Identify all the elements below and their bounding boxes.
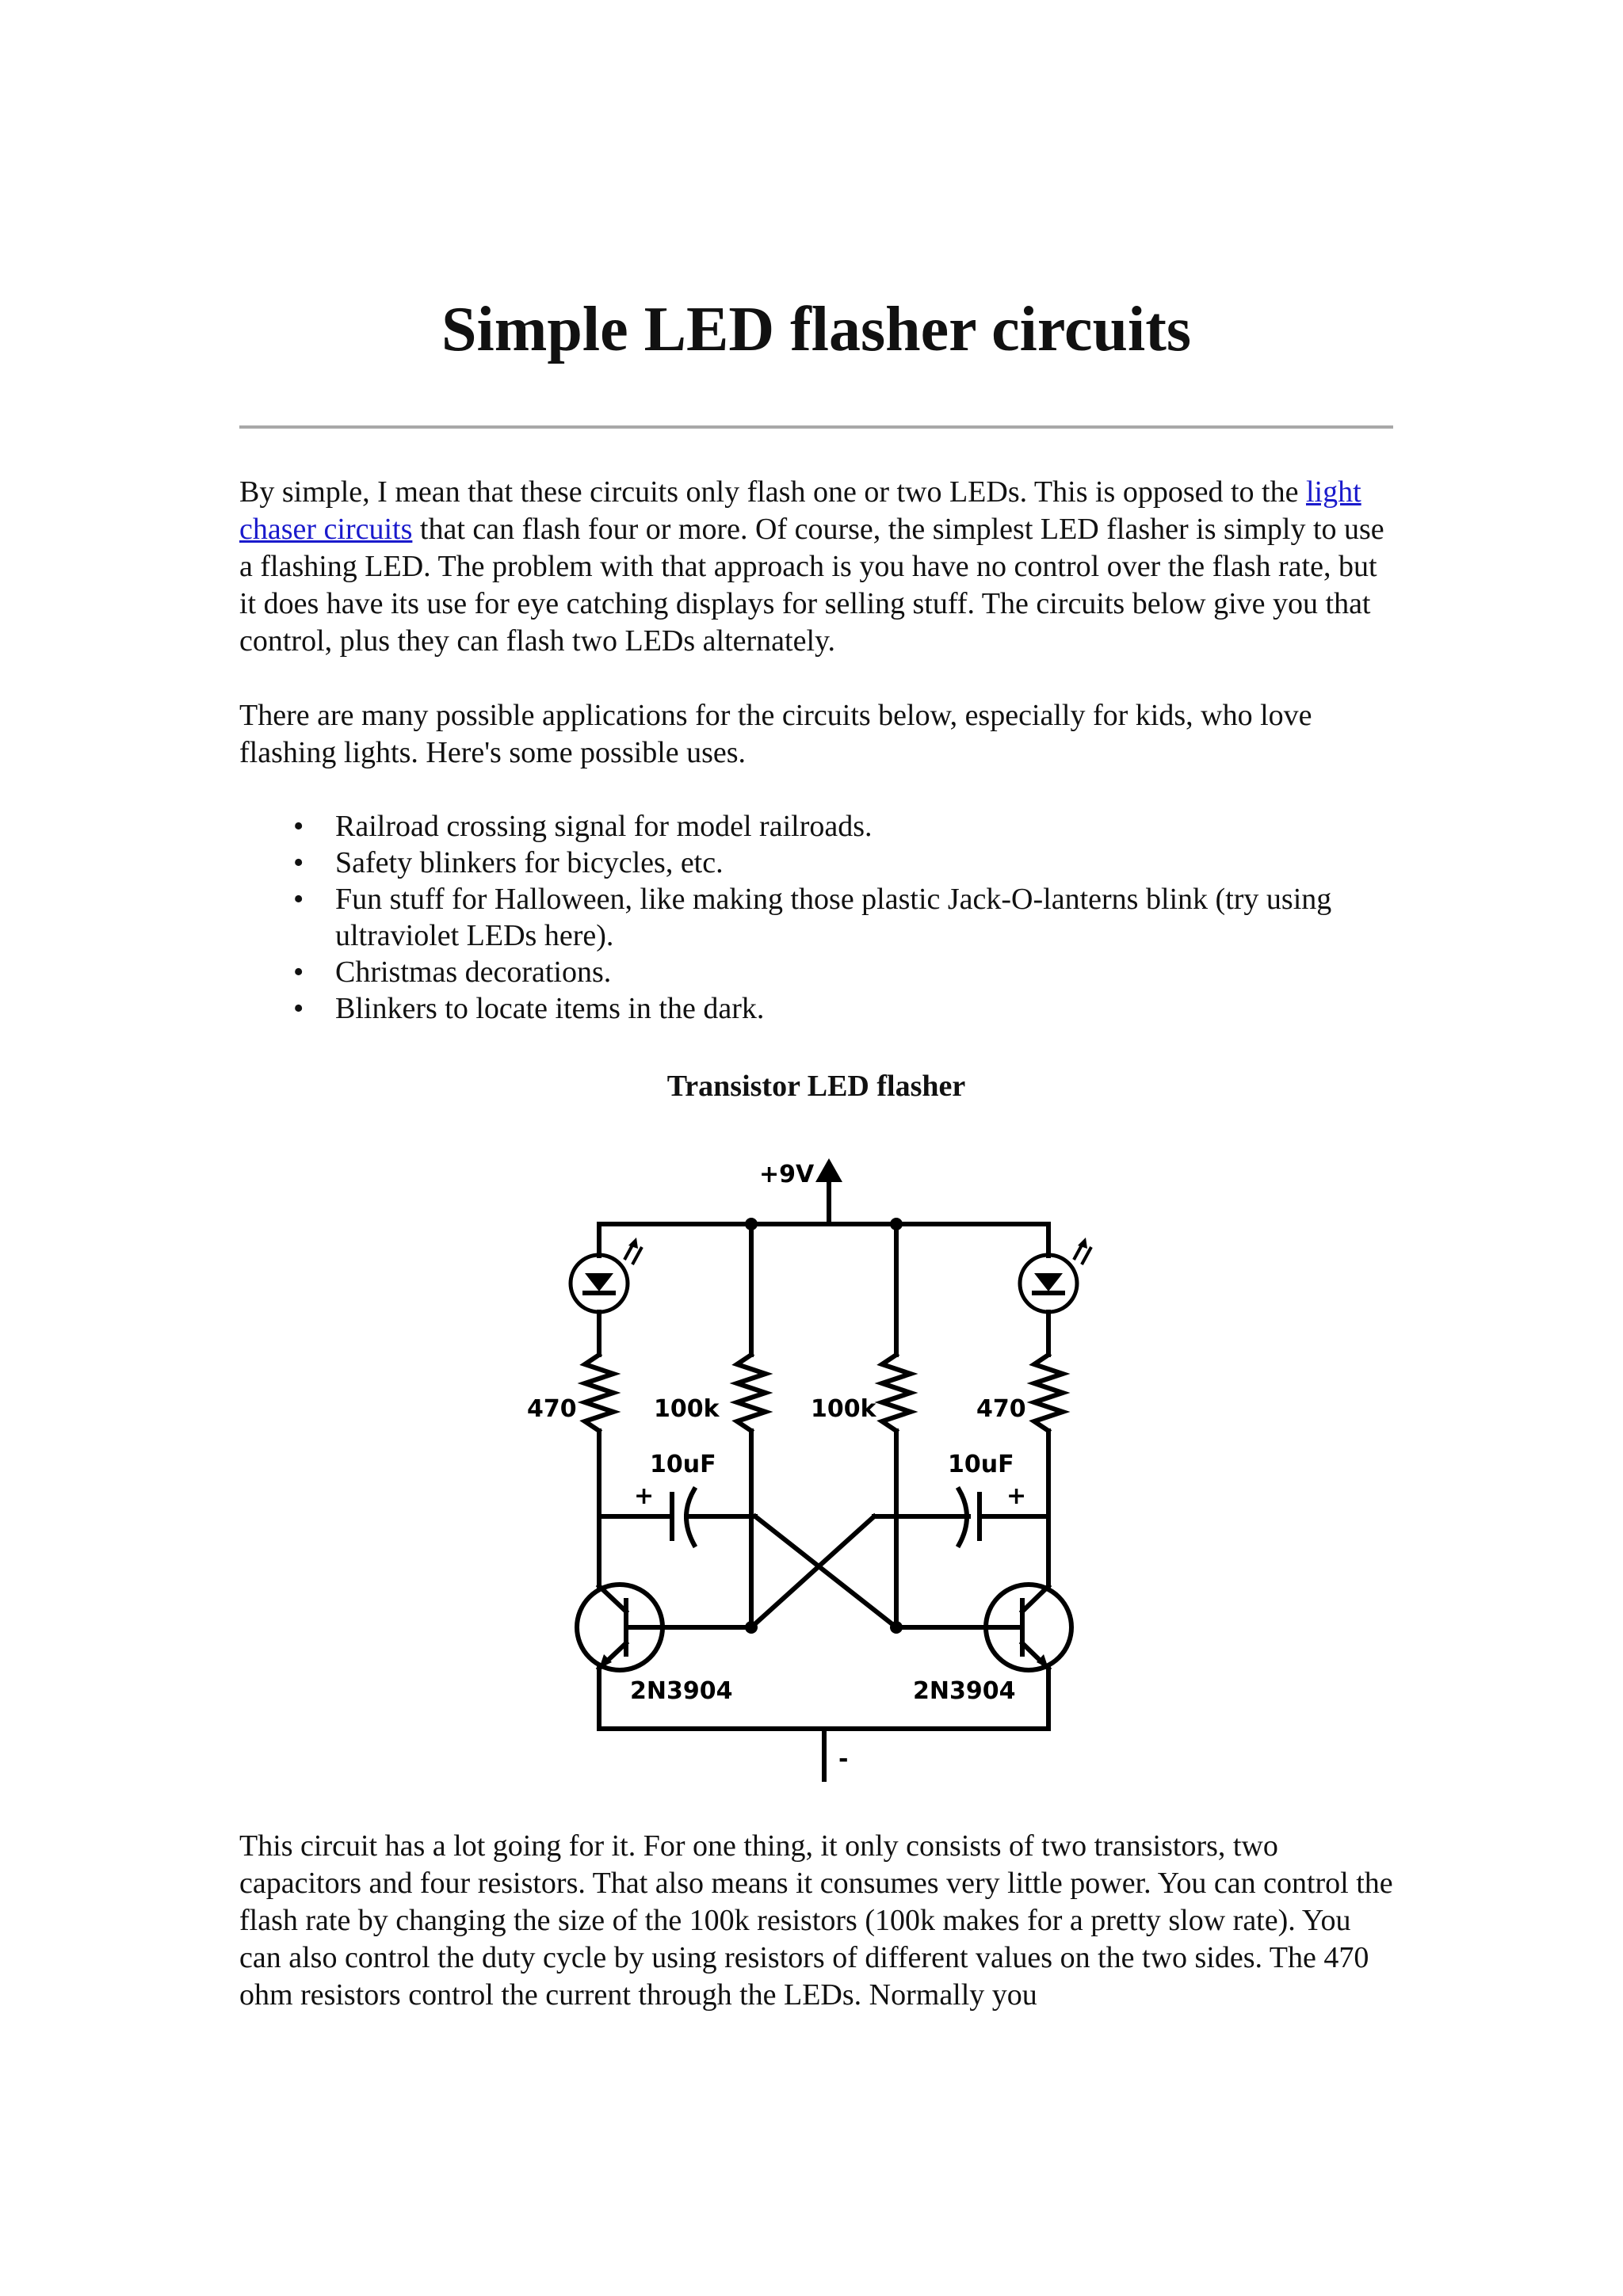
bullet-icon: • [293, 992, 304, 1025]
light-chaser-circuits-link[interactable]: light chaser circuits [239, 475, 1361, 546]
schematic-caption: Transistor LED flasher [666, 1070, 966, 1103]
capacitor-left-label: 10uF [650, 1451, 716, 1478]
transistor-right-label: 2N3904 [913, 1677, 1016, 1705]
intro-text-after-link: that can flash four or more. Of course, the simplest LED flasher is simply to use a flashing LED. The problem with that approach is you have no control over the flash rate, but it does have its use for eye catching displays for selling stuff. The circuits below give you that control, plus they can flash two LEDs alternately. [239, 513, 1384, 658]
page-title: Simple LED flasher circuits [441, 295, 1191, 364]
list-item-text: Christmas decorations. [335, 955, 612, 989]
list-item [293, 845, 1393, 881]
bullet-icon: • [293, 810, 304, 843]
list-item [293, 990, 1393, 1027]
horizontal-rule [239, 425, 1393, 429]
list-item-text: Safety blinkers for bicycles, etc. [335, 846, 724, 879]
list-item [293, 954, 1393, 990]
base-resistor-right-label: 100k [811, 1395, 876, 1423]
intro-text-before-link: By simple, I mean that these circuits only flash one or two LEDs. This is opposed to the [239, 475, 1306, 509]
list-item-text: Fun stuff for Halloween, like making those plastic Jack-O-lanterns blink (try using ultraviolet LEDs here). [335, 883, 1332, 952]
bullet-icon: • [293, 883, 304, 916]
base-resistor-left-label: 100k [654, 1395, 720, 1423]
intro-paragraph [239, 474, 1393, 660]
list-item [293, 808, 1393, 845]
supply-label: +9V [759, 1161, 815, 1188]
led-resistor-right-label: 470 [976, 1395, 1026, 1423]
capacitor-right-polarity: + [1006, 1482, 1027, 1510]
ground-label: - [838, 1745, 849, 1773]
applications-paragraph: There are many possible applications for the circuits below, especially for kids, who love flashing lights. Here's some possible uses. [239, 699, 1312, 769]
list-item [293, 881, 1393, 954]
bullet-icon: • [293, 846, 304, 879]
uses-list [239, 808, 1393, 1027]
bullet-icon: • [293, 955, 304, 989]
list-item-text: Railroad crossing signal for model railroads. [335, 810, 873, 843]
capacitor-left-polarity: + [634, 1482, 655, 1510]
list-item-text: Blinkers to locate items in the dark. [335, 992, 765, 1025]
led-resistor-left-label: 470 [527, 1395, 577, 1423]
document-page [239, 0, 1393, 2296]
transistor-left-label: 2N3904 [630, 1677, 733, 1705]
capacitor-right-label: 10uF [948, 1451, 1014, 1478]
description-paragraph: This circuit has a lot going for it. For one thing, it only consists of two transistors, two capacitors and four resistors. That also means it consumes very little power. You can control the flash rate by changing the size of the 100k resistors (100k makes for a pretty slow rate). You can also control the duty cycle by using resistors of different values on the two sides. The 470 ohm resistors control the current through the LEDs. Normally you [239, 1829, 1393, 2012]
